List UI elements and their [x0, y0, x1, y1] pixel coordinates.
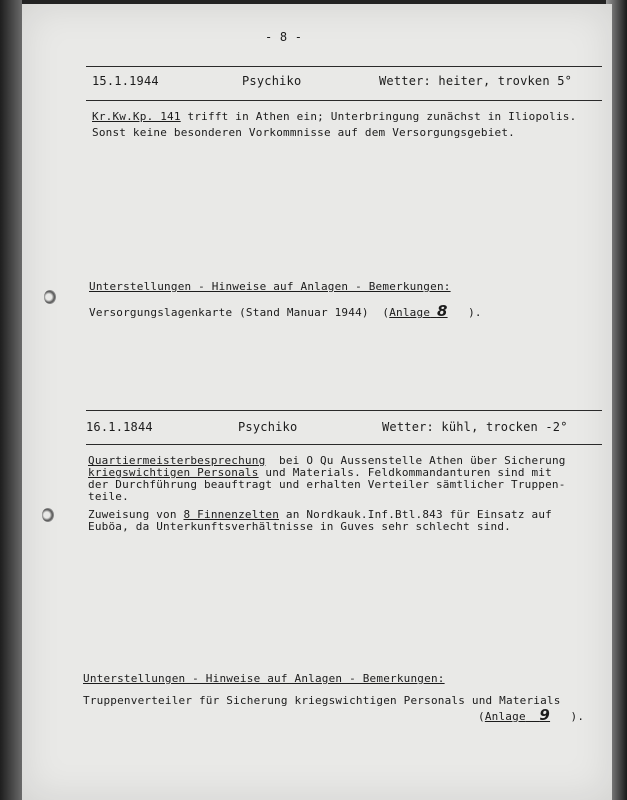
entry2-place: Psychiko: [238, 420, 298, 434]
refs1-text: Versorgungslagenkarte (Stand Manuar 1944) (: [89, 306, 390, 319]
entry1-line1: [92, 110, 576, 123]
refs1-close: ).: [447, 306, 482, 319]
entry1-top-rule: [86, 66, 602, 67]
refs2-annex: (Anlage 9 ).: [478, 706, 585, 724]
refs1-line: [89, 302, 482, 320]
document-page: [22, 4, 612, 800]
entry2-top-rule: [86, 410, 602, 411]
entry1-bottom-rule: [86, 100, 602, 101]
refs2-heading: Unterstellungen - Hinweise auf Anlagen - Bemerkungen:: [83, 672, 445, 685]
punch-hole-bottom: [42, 508, 54, 522]
entry2-p1-line3: der Durchführung beauftragt und erhalten Verteiler sämtlicher Truppen-: [88, 478, 566, 491]
refs1-annex-label: Anlage: [389, 306, 431, 319]
entry2-weather: Wetter: kühl, trocken -2°: [382, 420, 568, 434]
refs2-close: ).: [550, 710, 585, 723]
entry1-date: 15.1.1944: [92, 74, 159, 88]
entry2-p2-prefix: Zuweisung von: [88, 508, 184, 521]
entry1-line2: Sonst keine besonderen Vorkommnisse auf dem Versorgungsgebiet.: [92, 126, 515, 139]
entry2-meeting: Quartiermeisterbesprechung: [88, 454, 266, 467]
entry2-p2-line1-text: an Nordkauk.Inf.Btl.843 für Einsatz auf: [279, 508, 552, 521]
page-number: - 8 -: [265, 30, 303, 44]
entry2-personnel: kriegswichtigen Personals: [88, 466, 259, 479]
entry2-p1-line1-text: bei O Qu Aussenstelle Athen über Sicherung: [265, 454, 566, 467]
entry2-p1-line4: teile.: [88, 490, 129, 503]
scan-left-edge: [0, 0, 22, 800]
punch-hole-top: [44, 290, 56, 304]
entry2-p1-line2-text: und Materials. Feldkommandanturen sind mit: [258, 466, 552, 479]
entry1-place: Psychiko: [242, 74, 302, 88]
entry2-tents: 8 Finnenzelten: [183, 508, 280, 521]
entry1-line1-text: trifft in Athen ein; Unterbringung zunächst in Iliopolis.: [180, 110, 577, 123]
refs2-annex-label: Anlage: [484, 710, 526, 723]
entry2-bottom-rule: [86, 444, 602, 445]
entry2-p2-line2: Euböa, da Unterkunftsverhältnisse in Guves sehr schlecht sind.: [88, 520, 511, 533]
refs2-annex-number: 9: [539, 706, 551, 724]
entry1-unit: Kr.Kw.Kp. 141: [92, 110, 181, 123]
refs1-heading: Unterstellungen - Hinweise auf Anlagen - Bemerkungen:: [89, 280, 451, 293]
refs2-line1: Truppenverteiler für Sicherung kriegswichtigen Personals und Materials: [83, 694, 561, 707]
entry1-weather: Wetter: heiter, trovken 5°: [379, 74, 573, 88]
entry2-date: 16.1.1844: [86, 420, 153, 434]
refs1-annex-number: 8: [436, 302, 448, 320]
